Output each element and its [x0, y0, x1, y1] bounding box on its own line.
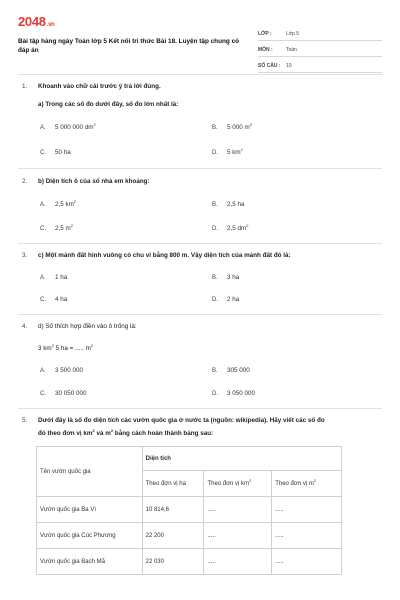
option-letter[interactable]: C. [40, 391, 46, 397]
option-text[interactable]: 3 050 000 [227, 390, 256, 397]
option-text[interactable]: 2,5 $m^2$ [55, 222, 73, 232]
option-letter[interactable]: A. [40, 275, 46, 281]
table-cell-km[interactable]: ..... [204, 523, 272, 549]
table-cell-ha: 10 814,6 [142, 497, 204, 523]
question-number: 3. [22, 252, 28, 259]
divider [18, 168, 382, 169]
divider [18, 408, 382, 409]
divider [18, 74, 382, 75]
meta-row-count [258, 60, 382, 73]
question-text: d) Số thích hợp điền vào ô trống là: [38, 323, 137, 330]
area-table [36, 446, 342, 575]
option-letter[interactable]: B. [212, 202, 218, 208]
option-text[interactable]: 2,5 $km^2$ [55, 198, 77, 208]
option-text[interactable]: 5 000 $m^2$ [227, 121, 252, 131]
table-cell-km[interactable]: ..... [204, 497, 272, 523]
table-header-area: Diện tích [142, 447, 341, 471]
option-letter[interactable]: D. [212, 391, 218, 397]
meta-row-subject [258, 44, 382, 57]
option-text[interactable]: 3 ha [227, 274, 240, 281]
table-cell-name: Vườn quốc gia Ba Vì [37, 497, 143, 523]
option-letter[interactable]: C. [40, 297, 46, 303]
table-row [37, 497, 342, 523]
question-subtext: a) Trong các số đo dưới đây, số đo lớn nhất là: [38, 101, 179, 108]
logo-text: 2048 [18, 14, 46, 29]
table-cell-name: Vườn quốc gia Bạch Mã [37, 549, 143, 575]
question-expression: 3 $km^2$ 5 ha = ..... $m^2$ [38, 342, 94, 352]
table-cell-km[interactable]: ..... [204, 549, 272, 575]
question-number: 4. [22, 323, 28, 330]
option-text[interactable]: 5 000 000 $dm^2$ [55, 121, 96, 131]
option-letter[interactable]: A. [40, 202, 46, 208]
table-header-ha: Theo đơn vị ha [142, 471, 204, 497]
option-text[interactable]: 2 ha [227, 296, 240, 303]
table-cell-m[interactable]: ..... [272, 549, 342, 575]
site-logo[interactable] [18, 14, 55, 29]
option-text[interactable]: 30 050 000 [55, 390, 87, 397]
meta-key: SỐ CÂU : [258, 63, 281, 69]
table-cell-ha: 22 030 [142, 549, 204, 575]
option-text[interactable]: 3 500 000 [55, 367, 84, 374]
option-text[interactable]: 2,5 ha [227, 201, 245, 208]
header [18, 14, 382, 69]
option-text[interactable]: 50 ha [55, 149, 71, 156]
option-letter[interactable]: A. [40, 125, 46, 131]
option-letter[interactable]: C. [40, 226, 46, 232]
option-letter[interactable]: B. [212, 125, 218, 131]
table-header-name: Tên vườn quốc gia [37, 447, 143, 497]
table-row [37, 523, 342, 549]
option-letter[interactable]: D. [212, 297, 218, 303]
question-text: Khoanh vào chữ cái trước ý trả lời đúng. [38, 83, 161, 90]
table-cell-ha: 22 200 [142, 523, 204, 549]
meta-value: Toán [286, 47, 297, 53]
option-letter[interactable]: C. [40, 150, 46, 156]
meta-value: 10 [286, 63, 292, 69]
question-number: 5. [22, 417, 28, 424]
meta-info [258, 28, 382, 76]
option-text[interactable]: 4 ha [55, 296, 68, 303]
option-letter[interactable]: D. [212, 150, 218, 156]
option-text[interactable]: 1 ha [55, 274, 68, 281]
meta-key: LỚP : [258, 31, 272, 37]
table-header-m: Theo đơn vị $m^2$ [272, 471, 342, 497]
question-number: 1. [22, 83, 28, 90]
logo-suffix: .vn [46, 22, 55, 28]
option-letter[interactable]: D. [212, 226, 218, 232]
question-text: c) Một mảnh đất hình vuông có chu vi bằng 800 m. Vậy diện tích của mảnh đất đó là: [38, 252, 291, 259]
question-text: Dưới đây là số đo diện tích các vườn quốc gia ở nước ta (nguồn: wikipedia). Hãy viết các số đo [38, 417, 325, 424]
divider [18, 314, 382, 315]
divider [18, 243, 382, 244]
table-header-km: Theo đơn vị $km^2$ [204, 471, 272, 497]
table-cell-m[interactable]: ..... [272, 497, 342, 523]
option-text[interactable]: 305 000 [227, 367, 250, 374]
question-text: b) Diện tích ô của sổ nhà em khoảng: [38, 178, 150, 185]
question-number: 2. [22, 178, 28, 185]
meta-key: MÔN : [258, 47, 273, 53]
worksheet-title: Bài tập hàng ngày Toán lớp 5 Kết nối tri thức Bài 18. Luyện tập chung có đáp án [18, 38, 240, 54]
table-cell-m[interactable]: ..... [272, 523, 342, 549]
table-row [37, 549, 342, 575]
option-text[interactable]: 2,5 $dm^2$ [227, 222, 249, 232]
question-text-line2: đó theo đơn vị $km^2$ và $m^2$ bằng cách hoàn thành bảng sau: [38, 427, 214, 437]
table-cell-name: Vườn quốc gia Cúc Phương [37, 523, 143, 549]
option-letter[interactable]: B. [212, 275, 218, 281]
option-letter[interactable]: A. [40, 368, 46, 374]
meta-row-class [258, 28, 382, 41]
option-letter[interactable]: B. [212, 368, 218, 374]
meta-value: Lớp 5 [286, 31, 300, 37]
option-text[interactable]: 5 $km^2$ [227, 146, 243, 156]
